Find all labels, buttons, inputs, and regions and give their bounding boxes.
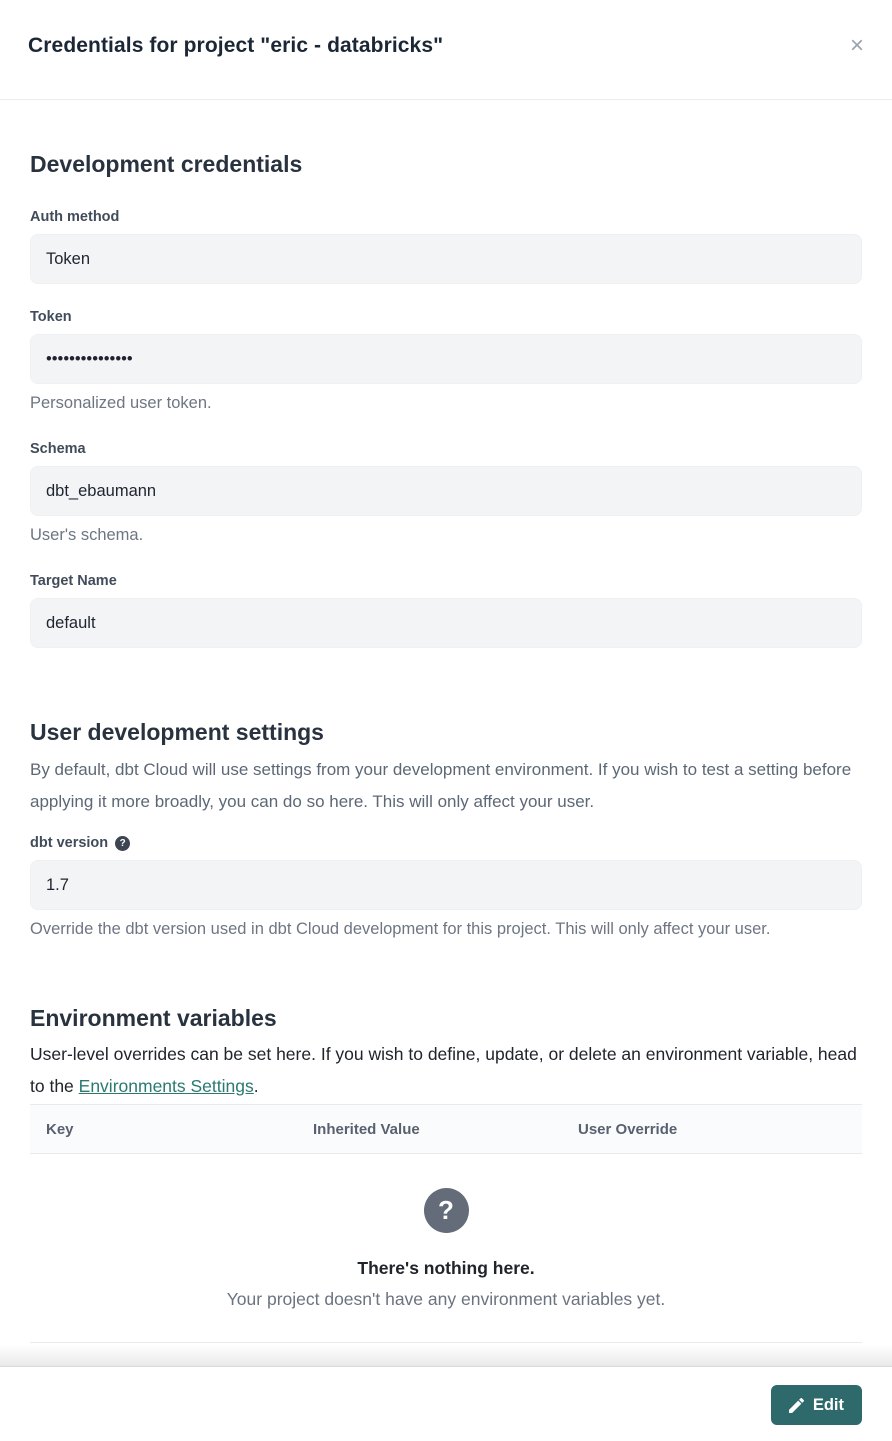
bottom-divider [30, 1342, 862, 1343]
dbt-version-field-group [30, 834, 862, 940]
modal-footer [0, 1367, 892, 1440]
question-mark-icon: ? [424, 1188, 469, 1233]
schema-input[interactable] [30, 466, 862, 516]
schema-helper-text: User's schema. [30, 526, 144, 544]
token-field-group [30, 308, 862, 414]
edit-button[interactable] [771, 1385, 862, 1425]
environment-variables-heading: Environment variables [30, 1005, 277, 1031]
dbt-version-helper-text: Override the dbt version used in dbt Cloud development for this project. This will only affect your user. [30, 920, 771, 938]
modal-header [0, 0, 892, 100]
edit-button-label: Edit [812, 1395, 844, 1414]
pencil-icon [789, 1398, 804, 1413]
dbt-version-label-row [30, 834, 862, 852]
user-development-settings-description: By default, dbt Cloud will use settings from your development environment. If you wish to test a setting before applying it more broadly, you can do so here. This will only affect your user. [30, 760, 852, 811]
column-header-inherited-value: Inherited Value [313, 1120, 420, 1138]
dbt-version-input[interactable] [30, 860, 862, 910]
user-development-settings-heading: User development settings [30, 719, 324, 745]
development-credentials-heading: Development credentials [30, 151, 303, 177]
target-name-input[interactable] [30, 598, 862, 648]
auth-method-field-group [30, 208, 862, 284]
environments-settings-link[interactable]: Environments Settings [78, 1076, 254, 1096]
footer-scroll-shadow [0, 1345, 892, 1367]
environment-variables-description-period: . [253, 1076, 259, 1096]
empty-state-title: There's nothing here. [357, 1258, 535, 1278]
env-variables-table-header [30, 1104, 862, 1154]
close-icon[interactable]: × [842, 30, 872, 62]
column-header-key: Key [46, 1120, 74, 1138]
column-header-user-override: User Override [578, 1120, 678, 1138]
dbt-version-label: dbt version [30, 835, 109, 851]
empty-state-subtitle: Your project doesn't have any environment variables yet. [226, 1289, 666, 1309]
token-input[interactable] [30, 334, 862, 384]
environment-variables-description-text: User-level overrides can be set here. If you wish to define, update, or delete an environment variable, head to the [30, 1044, 857, 1096]
auth-method-label: Auth method [30, 209, 120, 225]
schema-label: Schema [30, 441, 86, 457]
target-name-label: Target Name [30, 573, 117, 589]
token-helper-text: Personalized user token. [30, 394, 212, 412]
environment-variables-description [30, 1038, 862, 1102]
modal-title: Credentials for project "eric - databricks" [28, 34, 444, 57]
modal-content [0, 100, 892, 1345]
env-variables-empty-state [30, 1188, 862, 1310]
help-icon[interactable]: ? [115, 836, 130, 851]
target-name-field-group [30, 572, 862, 648]
schema-field-group [30, 440, 862, 546]
auth-method-input[interactable] [30, 234, 862, 284]
token-label: Token [30, 309, 72, 325]
